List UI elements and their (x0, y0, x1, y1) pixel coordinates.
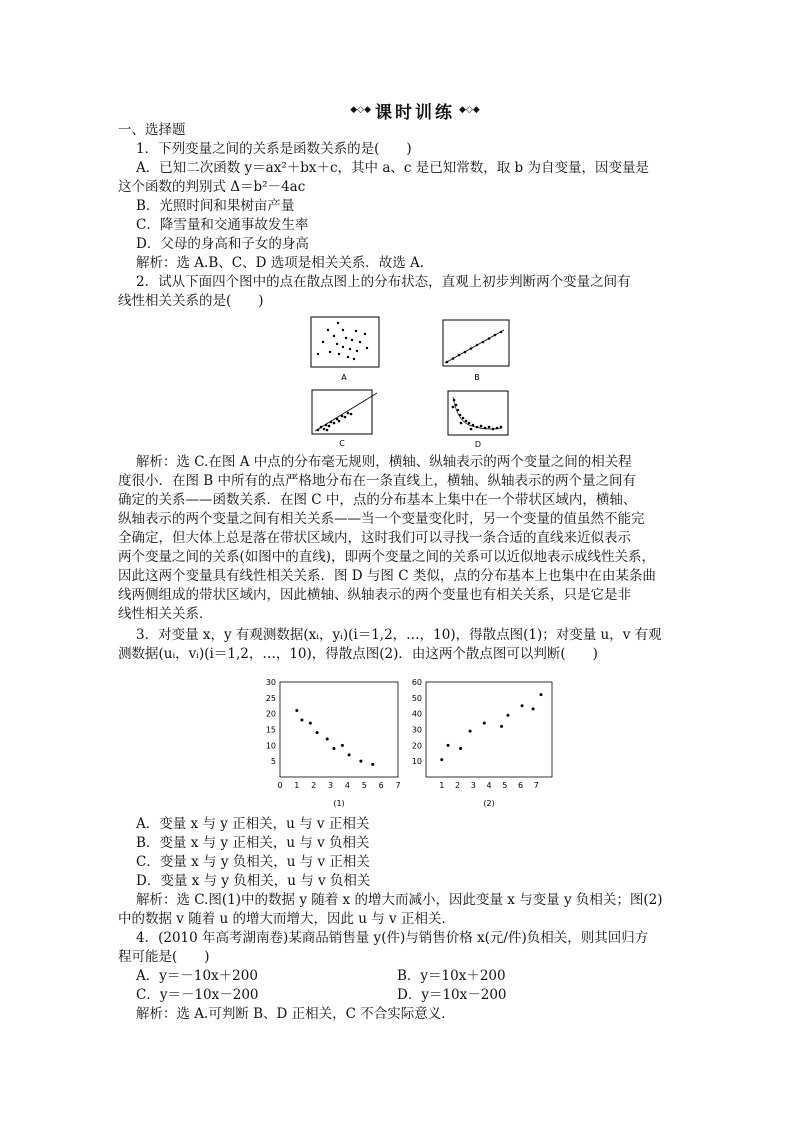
data-point (521, 704, 524, 707)
figure-c-label: C (339, 439, 345, 448)
question-4-option-c: C．y＝－10x－200 (136, 987, 259, 1003)
y-tick-label: 40 (411, 709, 422, 719)
question-2-solution-6: 两个变量之间的关系(如图中的直线)，即两个变量之间的关系可以近似地表示成线性关系， (118, 549, 656, 565)
data-point (506, 714, 509, 717)
x-tick-label: 7 (395, 781, 401, 790)
y-tick-label: 20 (265, 709, 276, 719)
data-point (532, 707, 535, 710)
x-tick-label: 2 (454, 781, 461, 790)
question-2-solution-7: 因此这两个变量具有线性相关关系．图 D 与图 C 类似，点的分布基本上也集中在由某条曲 (118, 568, 656, 584)
data-point (300, 719, 303, 722)
data-point (483, 722, 486, 725)
question-4-option-a: A．y＝－10x＋200 (136, 968, 258, 984)
question-2-stem-cont: 线性相关关系的是( ) (118, 293, 264, 309)
question-2-solution-4: 纵轴表示的两个变量之间有相关关系——当一个变量变化时，另一个变量的值虽然不能完 (118, 511, 645, 527)
data-point (341, 744, 344, 747)
question-2-solution-8: 线两侧组成的带状区域内，因此横轴、纵轴表示的两个变量也有相关关系，只是它是非 (118, 587, 631, 603)
data-point (332, 747, 335, 750)
data-point (371, 763, 374, 766)
scatter-figure-b (442, 319, 512, 387)
header-right-decoration: ◆◇◆ (459, 104, 480, 115)
plot-caption: (1) (333, 799, 345, 808)
x-tick-label: 4 (344, 781, 350, 790)
question-3-stem-cont: 测数据(uᵢ，vᵢ)(i＝1,2，…，10)，得散点图(2)．由这两个散点图可以判断( ) (118, 646, 598, 662)
section-title: 课时训练 (375, 102, 455, 123)
section-heading: 一、选择题 (118, 122, 186, 138)
question-3-option-a: A．变量 x 与 y 正相关，u 与 v 正相关 (136, 816, 370, 832)
data-point (359, 760, 362, 763)
plot-frame (280, 682, 398, 777)
x-tick-label: 1 (294, 781, 300, 790)
y-tick-label: 60 (411, 678, 422, 687)
question-1-option-a-cont: 这个函数的判别式 Δ＝b²－4ac (118, 179, 306, 195)
data-point (459, 747, 462, 750)
y-tick-label: 10 (411, 757, 422, 767)
question-2-solution-3: 确定的关系——函数关系．在图 C 中，点的分布基本上集中在一个带状区域内，横轴、 (118, 492, 637, 508)
x-tick-label: 3 (470, 781, 476, 790)
plot-frame (426, 682, 552, 777)
y-tick-label: 20 (411, 741, 422, 751)
question-1-stem: 1．下列变量之间的关系是函数关系的是( ) (136, 141, 412, 157)
question-4-solution: 解析：选 A.可判断 B、D 正相关，C 不合实际意义． (136, 1006, 455, 1022)
figure-d-label: D (474, 440, 482, 449)
x-tick-label: 0 (277, 781, 283, 790)
data-point (447, 744, 450, 747)
question-3-solution-2: 中的数据 v 随着 u 的增大而增大，因此 u 与 v 正相关． (118, 911, 455, 927)
figure-a-label: A (341, 373, 347, 382)
x-tick-label: 6 (517, 781, 524, 790)
question-1-solution: 解析：选 A.B、C、D 选项是相关关系．故选 A. (136, 255, 425, 271)
y-tick-label: 50 (411, 693, 422, 703)
plot-caption: (2) (483, 799, 495, 808)
scatter-figure-c (311, 389, 379, 451)
x-tick-label: 5 (361, 781, 367, 790)
x-tick-label: 5 (502, 781, 508, 790)
scatter-plot-2 (404, 672, 556, 812)
scatter-plot-1 (254, 672, 404, 812)
data-point (539, 693, 542, 696)
y-tick-label: 30 (411, 725, 422, 735)
scatter-figure-a (310, 316, 382, 386)
y-tick-label: 10 (265, 741, 276, 751)
data-point (500, 725, 503, 728)
question-3-solution-1: 解析：选 C.图(1)中的数据 y 随着 x 的增大而减小，因此变量 x 与变量 y 负相关；图(2) (136, 892, 663, 908)
question-1-option-a: A．已知二次函数 y＝ax²＋bx＋c，其中 a、c 是已知常数，取 b 为自变量，因变量是 (136, 160, 649, 176)
section-header (330, 98, 500, 122)
scatter-figure-d (447, 390, 511, 452)
x-tick-label: 6 (378, 781, 384, 790)
question-4-option-d: D．y＝10x－200 (397, 987, 507, 1003)
x-tick-label: 1 (439, 781, 445, 790)
question-2-solution-2: 度很小．在图 B 中所有的点严格地分布在一条直线上，横轴、纵轴表示的两个量之间有 (118, 473, 637, 489)
data-point (440, 758, 443, 761)
question-1-option-c: C．降雪量和交通事故发生率 (136, 217, 309, 233)
y-tick-label: 5 (270, 757, 276, 767)
question-4-stem-cont: 程可能是( ) (118, 949, 210, 965)
header-left-decoration: ◆◇◆ (350, 104, 371, 115)
question-2-stem: 2．试从下面四个图中的点在散点图上的分布状态，直观上初步判断两个变量之间有 (136, 274, 631, 290)
y-tick-label: 25 (265, 693, 276, 703)
question-4-option-b: B．y＝10x＋200 (397, 968, 506, 984)
data-point (469, 730, 472, 733)
question-3-option-b: B．变量 x 与 y 正相关，u 与 v 负相关 (136, 835, 370, 851)
question-3-option-c: C．变量 x 与 y 负相关，u 与 v 正相关 (136, 854, 370, 870)
data-point (326, 738, 329, 741)
question-3-option-d: D．变量 x 与 y 负相关，u 与 v 负相关 (136, 873, 371, 889)
figure-b-label: B (474, 373, 480, 382)
data-point (295, 709, 298, 712)
x-tick-label: 4 (486, 781, 492, 790)
question-2-solution-1: 解析：选 C.在图 A 中点的分布毫无规则，横轴、纵轴表示的两个变量之间的相关程 (136, 454, 632, 470)
y-tick-label: 15 (265, 725, 276, 735)
x-tick-label: 7 (533, 781, 539, 790)
x-tick-label: 3 (328, 781, 334, 790)
y-tick-label: 30 (265, 678, 276, 687)
data-point (316, 731, 319, 734)
question-1-option-b: B．光照时间和果树亩产量 (136, 198, 295, 214)
question-4-stem: 4．(2010 年高考湖南卷)某商品销售量 y(件)与销售价格 x(元/件)负相关，则其回归方 (136, 930, 649, 946)
question-2-solution-5: 全确定，但大体上总是落在带状区域内，这时我们可以寻找一条合适的直线来近似表示 (118, 530, 631, 546)
x-tick-label: 2 (311, 781, 317, 790)
data-point (309, 722, 312, 725)
question-1-option-d: D．父母的身高和子女的身高 (136, 236, 309, 252)
question-3-stem: 3．对变量 x，y 有观测数据(xᵢ，yᵢ)(i＝1,2，…，10)，得散点图(1)；对变量 u，v 有观 (136, 627, 662, 643)
question-2-solution-9: 线性相关关系． (118, 606, 213, 622)
data-point (348, 753, 351, 756)
